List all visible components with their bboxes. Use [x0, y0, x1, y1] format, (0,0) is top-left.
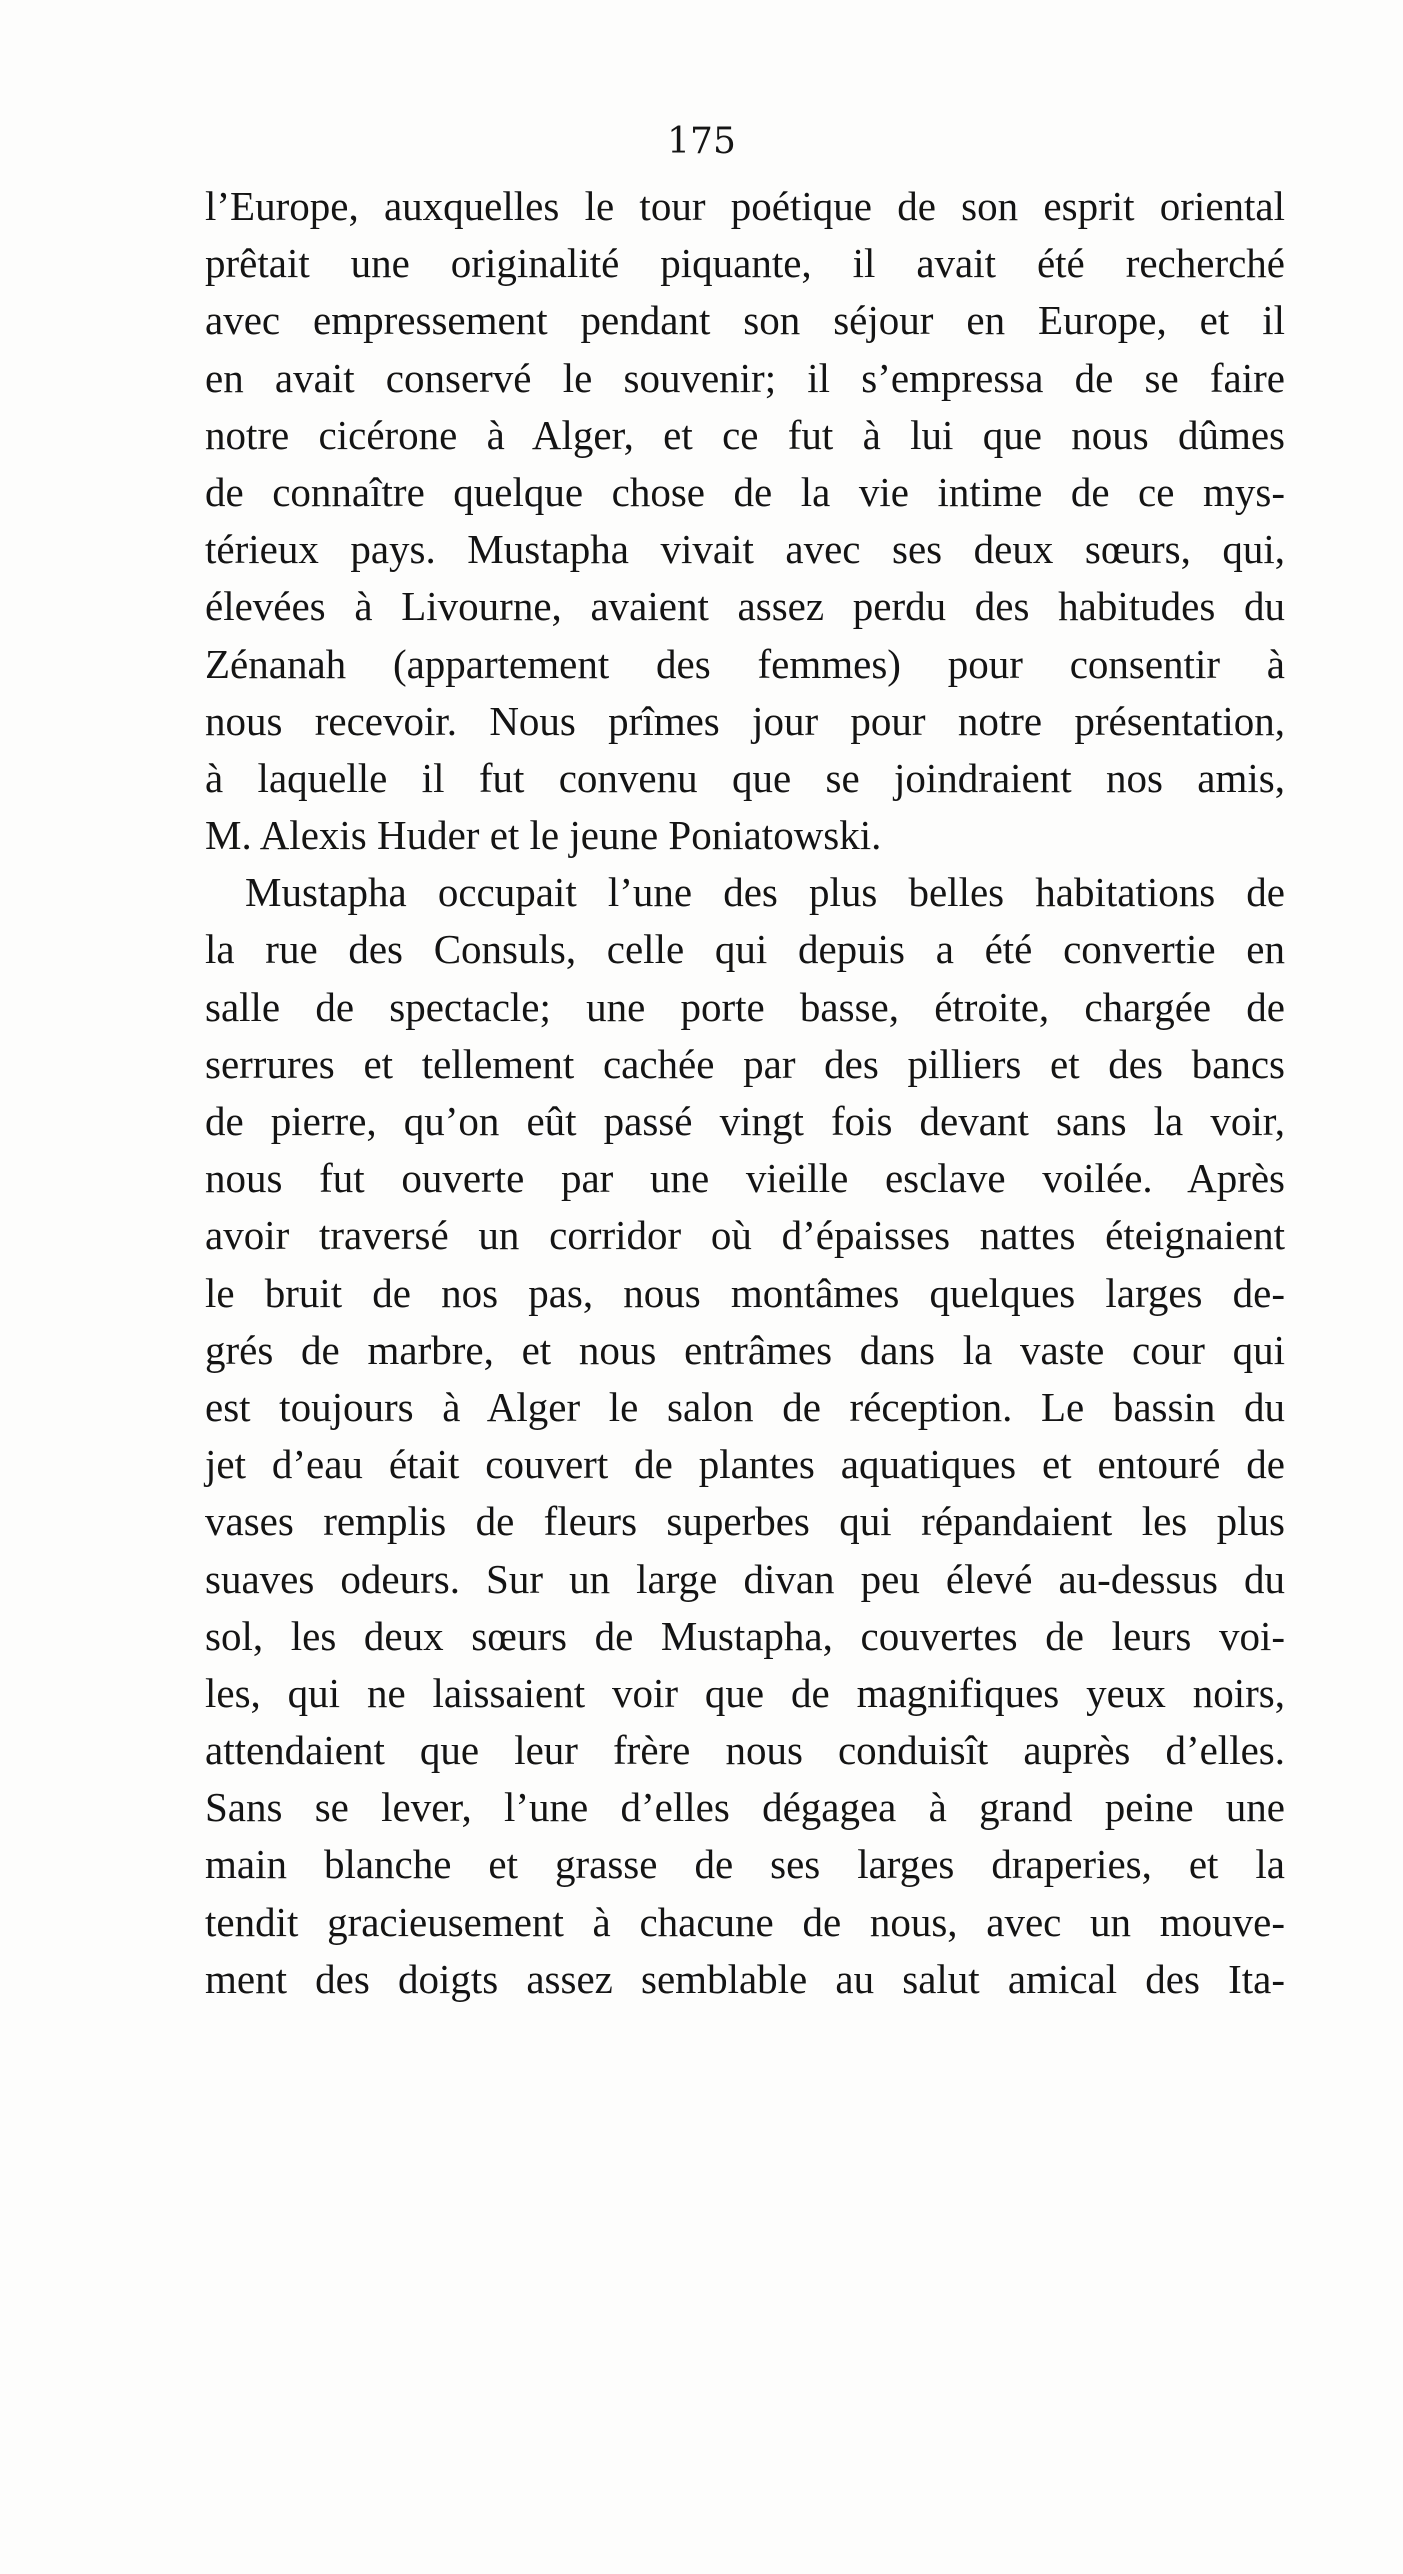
text-line: à laquelle il fut convenu que se joindraient nos amis,	[205, 754, 1285, 801]
text-line: nous fut ouverte par une vieille esclave voilée. Après	[205, 1155, 1285, 1202]
text-line: main blanche et grasse de ses larges draperies, et la	[205, 1841, 1285, 1888]
text-line: notre cicérone à Alger, et ce fut à lui que nous dûmes	[205, 411, 1285, 458]
text-line: serrures et tellement cachée par des pilliers et des bancs	[205, 1040, 1285, 1087]
text-line: avec empressement pendant son séjour en Europe, et il	[205, 297, 1285, 344]
text-line: Mustapha occupait l’une des plus belles habitations de	[245, 869, 1285, 916]
text-line: M. Alexis Huder et le jeune Poniatowski.	[205, 812, 882, 859]
text-line: suaves odeurs. Sur un large divan peu élevé au-dessus du	[205, 1555, 1285, 1602]
text-line: grés de marbre, et nous entrâmes dans la vaste cour qui	[205, 1326, 1285, 1373]
page-number: 175	[667, 121, 736, 162]
text-line: Zénanah (appartement des femmes) pour consentir à	[205, 640, 1285, 687]
text-line: de connaître quelque chose de la vie intime de ce mys-	[205, 468, 1285, 515]
text-line: attendaient que leur frère nous conduisît auprès d’elles.	[205, 1727, 1285, 1774]
text-line: prêtait une originalité piquante, il avait été recherché	[205, 240, 1285, 287]
text-line: les, qui ne laissaient voir que de magnifiques yeux noirs,	[205, 1669, 1285, 1716]
text-line: térieux pays. Mustapha vivait avec ses deux sœurs, qui,	[205, 526, 1285, 573]
text-line: élevées à Livourne, avaient assez perdu des habitudes du	[205, 583, 1285, 630]
text-line: la rue des Consuls, celle qui depuis a été convertie en	[205, 926, 1285, 973]
text-line: Sans se lever, l’une d’elles dégagea à grand peine une	[205, 1784, 1285, 1831]
text-line: salle de spectacle; une porte basse, étroite, chargée de	[205, 983, 1285, 1030]
text-line: nous recevoir. Nous prîmes jour pour notre présentation,	[205, 697, 1285, 744]
text-line: de pierre, qu’on eût passé vingt fois devant sans la voir,	[205, 1098, 1285, 1144]
text-line: l’Europe, auxquelles le tour poétique de son esprit oriental	[205, 183, 1285, 229]
text-line: jet d’eau était couvert de plantes aquatiques et entouré de	[205, 1441, 1285, 1488]
text-line: avoir traversé un corridor où d’épaisses nattes éteignaient	[205, 1212, 1285, 1259]
text-line: ment des doigts assez semblable au salut amical des Ita-	[205, 1955, 1285, 2002]
text-line: tendit gracieusement à chacune de nous, avec un mouve-	[205, 1898, 1285, 1945]
text-line: le bruit de nos pas, nous montâmes quelques larges de-	[205, 1269, 1285, 1316]
body-text	[205, 178, 1285, 2008]
text-line: sol, les deux sœurs de Mustapha, couvertes de leurs voi-	[205, 1612, 1285, 1659]
text-line: est toujours à Alger le salon de réception. Le bassin du	[205, 1383, 1285, 1430]
text-line: en avait conservé le souvenir; il s’empressa de se faire	[205, 354, 1285, 401]
text-line: vases remplis de fleurs superbes qui répandaient les plus	[205, 1498, 1285, 1545]
